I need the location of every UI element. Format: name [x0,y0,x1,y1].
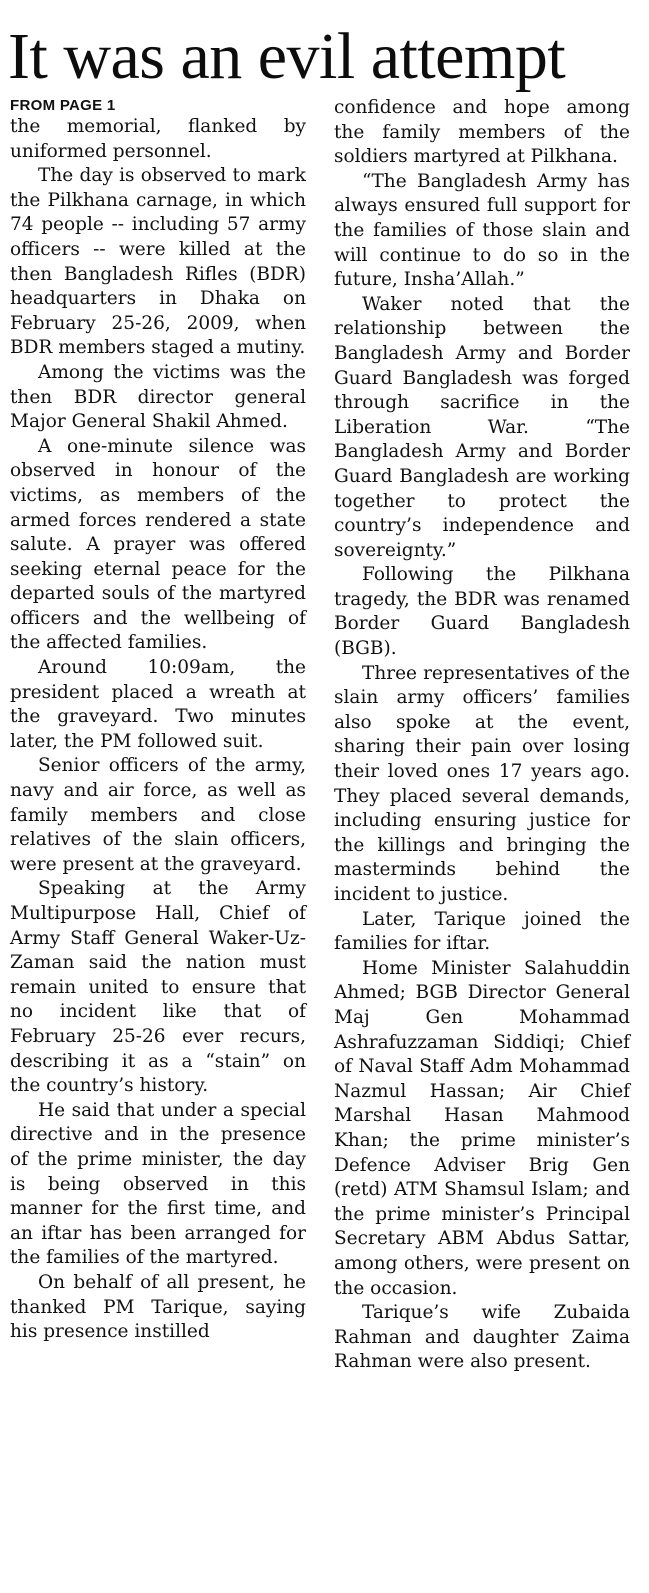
paragraph-army-quote: “The Bangladesh Army has always ensured full support for the families of those slain and will continue to do so in the future, Insha’Allah.” [334,170,630,291]
paragraph-senior-officers: Senior officers of the army, navy and air force, as well as family members and close relatives of the slain officers, were present at the graveyard. [10,755,306,875]
continuation-kicker: FROM PAGE 1 [10,97,116,114]
paragraph-victims: Among the victims was the then BDR director general Major General Shakil Ahmed. [10,361,306,433]
paragraph-family: Tarique’s wife Zubaida Rahman and daughter Zaima Rahman were also present. [334,1302,630,1373]
paragraph-pilkhana-carnage: The day is observed to mark the Pilkhana carnage, in which 74 people -- including 57 army officers -- were killed at the then Bangladesh Rifles (BDR) headquarters in Dhaka on February 25-26, 2009, when BDR members staged a mutiny. [10,165,306,359]
paragraph-confidence: confidence and hope among the family members of the soldiers martyred at Pilkhana. [334,97,630,168]
paragraph-army-chief-speech: Speaking at the Army Multipurpose Hall, Chief of Army Staff General Waker-Uz-Zaman said the nation must remain united to ensure that no incident like that of February 25-26 ever recurs, describing it as a “stain” on the country’s history. [10,878,306,1097]
article-column-left [10,96,306,1345]
paragraph-thanks: On behalf of all present, he thanked PM Tarique, saying his presence instilled [10,1271,306,1343]
paragraph-special-directive: He said that under a special directive and in the presence of the prime minister, the day is being observed in this manner for the first time, and an iftar has been arranged for the families of the martyred. [10,1099,306,1269]
paragraph-attendees: Home Minister Salahuddin Ahmed; BGB Director General Maj Gen Mohammad Ashrafuzzaman Siddiqi; Chief of Naval Staff Adm Mohammad Nazmul Hassan; Air Chief Marshal Hasan Mahmood Khan; the prime minister’s Defence Adviser Brig Gen (retd) ATM Shamsul Islam; and the prime minister’s Principal Secretary ABM Abdus Sattar, among others, were present on the occasion. [334,957,630,1299]
article-column-right [334,96,630,1375]
paragraph-iftar: Later, Tarique joined the families for iftar. [334,908,630,955]
paragraph-silence: A one-minute silence was observed in honour of the victims, as members of the armed forces rendered a state salute. A prayer was offered seeking eternal peace for the departed souls of the martyred officers and the wellbeing of the affected families. [10,435,306,654]
paragraph-relationship: Waker noted that the relationship between the Bangladesh Army and Border Guard Bangladesh was forged through sacrifice in the Liberation War. “The Bangladesh Army and Border Guard Bangladesh are working together to protect the country’s independence and sovereignty.” [334,293,630,561]
paragraph-continuation: the memorial, flanked by uniformed personnel. [10,116,306,162]
paragraph-renamed: Following the Pilkhana tragedy, the BDR was renamed Border Guard Bangladesh (BGB). [334,564,630,660]
headline: It was an evil attempt [8,20,566,93]
paragraph-representatives: Three representatives of the slain army officers’ families also spoke at the event, sharing their pain over losing their loved ones 17 years ago. They placed several demands, including ensuring justice for the killings and bringing the masterminds behind the incident to justice. [334,662,630,905]
paragraph-wreath: Around 10:09am, the president placed a wreath at the graveyard. Two minutes later, the PM followed suit. [10,657,306,752]
